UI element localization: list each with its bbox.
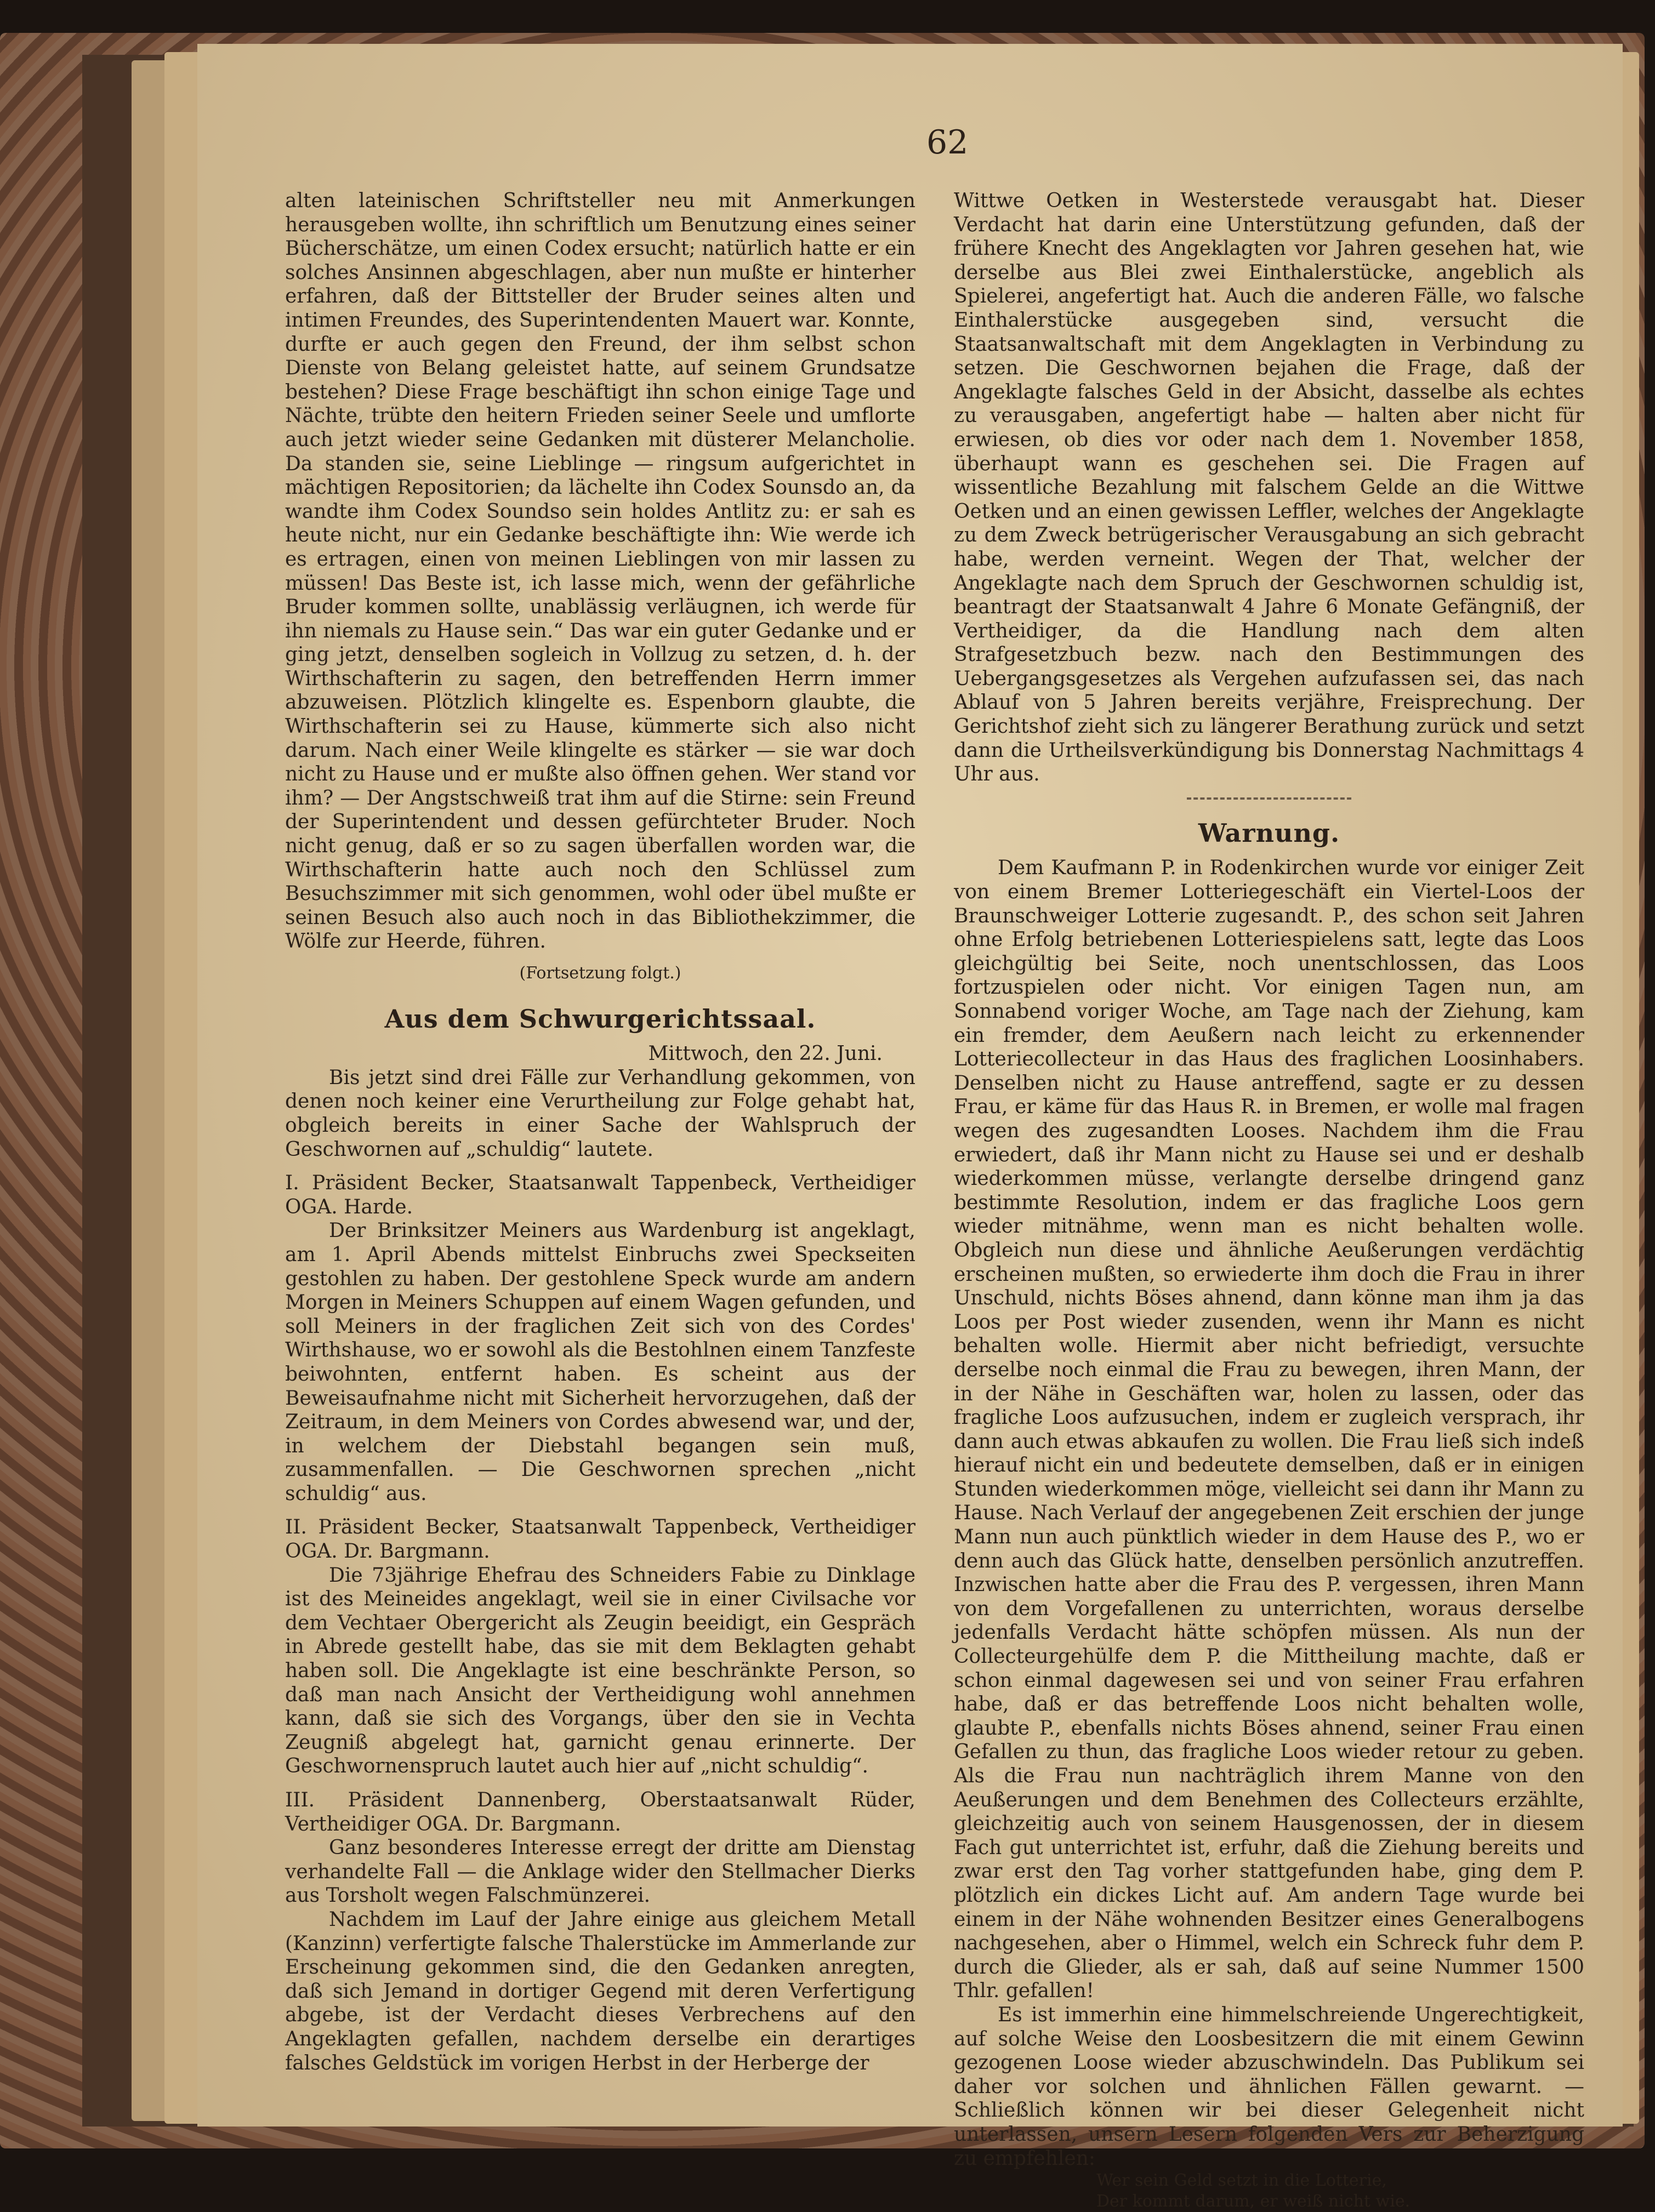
court-date: Mittwoch, den 22. Juni. bbox=[648, 1042, 883, 1065]
verse-line-2: Der kommt darum, er weiß nicht wie. bbox=[1096, 2192, 1411, 2211]
verse-line-1: Wer sein Geld setzt in die Lotterie, bbox=[1096, 2171, 1387, 2191]
case-2-header: II. Präsident Becker, Staatsanwalt Tappenbeck, Vertheidiger OGA. Dr. Bargmann. bbox=[285, 1516, 915, 1563]
continuation-note: (Fortsetzung folgt.) bbox=[519, 964, 681, 983]
case-2-text: Die 73jährige Ehefrau des Schneiders Fabie zu Dinklage ist des Meineides angeklagt, weil sie in einer Civilsache vor dem Vechtaer Obergericht als Zeugin beeidigt, ein Gespräch in Abrede gestellt habe, das sie mit dem Beklagten gehabt haben soll. Die Angeklagte ist eine beschränkte Person, so daß man nach Ansicht der Vertheidigung wohl annehmen kann, daß sie sich des Vorgangs, über den sie in Vechta Zeugniß abgelegt hat, garnicht genau erinnerte. Der Geschwornenspruch lautet auch hier auf „nicht schuldig“. bbox=[285, 1564, 915, 1778]
warning-heading: Warnung. bbox=[1198, 818, 1340, 848]
case-3-text-2: Nachdem im Lauf der Jahre einige aus gleichem Metall (Kanzinn) verfertigte falsche Thalerstücke im Ammerlande zur Erscheinung gekommen sind, die den Gedanken anregten, daß sich Jemand in dortiger Gegend mit deren Verfertigung abgebe, ist der Verdacht dieses Verbrechens auf den Angeklagten gefallen, nachdem derselbe ein derartiges falsches Geldstück im vorigen Herbst in der Herberge der bbox=[285, 1908, 915, 2074]
story-continuation: alten lateinischen Schriftsteller neu mit Anmerkungen herausgeben wollte, ihn schriftlich um Benutzung eines seiner Bücherschätze, um einen Codex ersucht; natürlich hatte er ein solches Ansinnen abgeschlagen, aber nun mußte er hinterher erfahren, daß der Bittsteller der Bruder seines alten und intimen Freundes, des Superintendenten Mauert war. Konnte, durfte er auch gegen den Freund, der ihm selbst schon Dienste von Belang geleistet hatte, auf seinem Grundsatze bestehen? Diese Frage beschäftigt ihn schon einige Tage und Nächte, trübte den heitern Frieden seiner Seele und umflorte auch jetzt wieder seine Gedanken mit düsterer Melancholie. Da standen sie, seine Lieblinge — ringsum aufgerichtet in mächtigen Repositorien; da lächelte ihn Codex Sounsdo an, da wandte ihm Codex Soundso sein holdes Antlitz zu: er sah es heute nicht, nur ein Gedanke beschäftigte ihn: Wie werde ich es ertragen, einen von meinen Lieblingen von mir lassen zu müssen! Das Beste ist, ich lasse mich, wenn der gefährliche Bruder kommen sollte, unablässig verläugnen, ich werde für ihn niemals zu Hause sein.“ Das war ein guter Gedanke und er ging jetzt, denselben sogleich in Vollzug zu setzen, d. h. der Wirthschafterin zu sagen, den betreffenden Herrn immer abzuweisen. Plötzlich klingelte es. Espenborn glaubte, die Wirthschafterin sei zu Hause, kümmerte sich also nicht darum. Nach einer Weile klingelte es stärker — sie war doch nicht zu Hause und er mußte also öffnen gehen. Wer stand vor ihm? — Der Angstschweiß trat ihm auf die Stirne: sein Freund der Superintendent und dessen gefürchteter Bruder. Noch nicht genug, daß er so zu sagen überfallen worden war, die Wirthschafterin hatte auch noch den Schlüssel zum Besuchszimmer mit sich genommen, wohl oder übel mußte er seinen Besuch also auch noch in das Bibliothekzimmer, die Wölfe zur Heerde, führen. bbox=[285, 190, 915, 953]
case-1-text: Der Brinksitzer Meiners aus Wardenburg ist angeklagt, am 1. April Abends mittelst Einbruchs zwei Speckseiten gestohlen zu haben. Der gestohlene Speck wurde am andern Morgen in Meiners Schuppen auf einem Wagen gefunden, und soll Meiners in der fraglichen Zeit sich von des Cordes' Wirthshause, wo er sowohl als die Bestohlnen einem Tanzfeste beiwohnten, entfernt haben. Es scheint aus der Beweisaufnahme nicht mit Sicherheit hervorzugehen, daß der Zeitraum, in dem Meiners von Cordes abwesend war, und der, in welchem der Diebstahl begangen sein muß, zusammenfallen. — Die Geschwornen sprechen „nicht schuldig“ aus. bbox=[285, 1219, 915, 1505]
court-heading: Aus dem Schwurgerichtssaal. bbox=[384, 1004, 816, 1034]
court-continuation: Wittwe Oetken in Westerstede verausgabt hat. Dieser Verdacht hat darin eine Unterstützung gefunden, daß der frühere Knecht des Angeklagten vor Jahren gesehen hat, wie derselbe aus Blei zwei Einthalerstücke, angeblich als Spielerei, angefertigt hat. Auch die anderen Fälle, wo falsche Einthalerstücke ausgegeben sind, versucht die Staatsanwaltschaft mit dem Angeklagten in Verbindung zu setzen. Die Geschwornen bejahen die Frage, daß der Angeklagte falsches Geld in der Absicht, dasselbe als echtes zu verausgaben, angefertigt habe — halten aber nicht für erwiesen, ob dies vor oder nach dem 1. November 1858, überhaupt wann es geschehen sei. Die Fragen auf wissentliche Bezahlung mit falschem Gelde an die Wittwe Oetken und an einen gewissen Leffler, welches der Angeklagte zu dem Zweck betrügerischer Verausgabung an sich gebracht habe, werden verneint. Wegen der That, welcher der Angeklagte nach dem Spruch der Geschwornen schuldig ist, beantragt der Staatsanwalt 4 Jahre 6 Monate Gefängniß, der Vertheidiger, da die Handlung nach dem alten Strafgesetzbuch bezw. nach den Bestimmungen des Uebergangsgesetzes als Vergehen aufzufassen sei, das nach Ablauf von 5 Jahren bereits verjähre, Freisprechung. Der Gerichtshof zieht sich zu längerer Berathung zurück und setzt dann die Urtheilsverkündigung bis Donnerstag Nachmittags 4 Uhr aus. bbox=[954, 190, 1584, 786]
case-3-text-1: Ganz besonderes Interesse erregt der dritte am Dienstag verhandelte Fall — die Anklage wider den Stellmacher Dierks aus Torsholt wegen Falschmünzerei. bbox=[285, 1837, 915, 1907]
case-3-header: III. Präsident Dannenberg, Oberstaatsanwalt Rüder, Vertheidiger OGA. Dr. Bargmann. bbox=[285, 1789, 915, 1835]
page-number: 62 bbox=[926, 123, 969, 162]
court-intro: Bis jetzt sind drei Fälle zur Verhandlung gekommen, von denen noch keiner eine Verurtheilung zur Folge gehabt hat, obgleich bereits in einer Sache der Wahlspruch der Geschwornen auf „schuldig“ lautete. bbox=[285, 1066, 915, 1161]
right-column bbox=[954, 189, 1584, 2212]
warning-text-2: Es ist immerhin eine himmelschreiende Ungerechtigkeit, auf solche Weise den Loosbesitzern die mit einem Gewinn gezogenen Loose wieder abzuschwindeln. Das Publikum sei daher vor solchen und ähnlichen Fällen gewarnt. — Schließlich können wir bei dieser Gelegenheit nicht unterlassen, unsern Lesern folgenden Vers zur Beherzigung zu empfehlen: bbox=[954, 2003, 1584, 2170]
left-column bbox=[285, 189, 915, 2075]
warning-text-1: Dem Kaufmann P. in Rodenkirchen wurde vor einiger Zeit von einem Bremer Lotteriegeschäft ein Viertel-Loos der Braunschweiger Lotterie zugesandt. P., des schon seit Jahren ohne Erfolg betriebenen Lotteriespielens satt, legte das Loos gleichgültig bei Seite, noch unentschlossen, das Loos fortzuspielen oder nicht. Vor einigen Tagen nun, am Sonnabend voriger Woche, am Tage nach der Ziehung, kam ein fremder, dem Aeußern nach leicht zu erkennender Lotteriecollecteur in das Haus des fraglichen Loosinhabers. Denselben nicht zu Hause antreffend, sagte er zu dessen Frau, er käme für das Haus R. in Bremen, er wolle mal fragen wegen des zugesandten Looses. Nachdem ihm die Frau erwiedert, daß ihr Mann nicht zu Hause sei und er deshalb wiederkommen müsse, verlangte derselbe dringend ganz bestimmte Resolution, indem er das fragliche Loos gern wieder mitnähme, wenn man es nicht behalten wolle. Obgleich nun diese und ähnliche Aeußerungen verdächtig erscheinen mußten, so erwiederte ihm doch die Frau in ihrer Unschuld, nichts Böses ahnend, dann könne man ihm ja das Loos per Post wieder zusenden, wenn ihr Mann es nicht behalten wolle. Hiermit aber nicht befriedigt, versuchte derselbe noch einmal die Frau zu bewegen, ihren Mann, der in der Nähe in Geschäften war, holen zu lassen, oder das fragliche Loos aufzusuchen, indem er zugleich versprach, ihr dann auch etwas abkaufen zu wollen. Die Frau ließ sich indeß hierauf nicht ein und bedeutete demselben, daß er in einigen Stunden wiederkommen möge, vielleicht sei dann ihr Mann zu Hause. Nach Verlauf der angegebenen Zeit erschien der junge Mann nun auch pünktlich wieder in dem Hause des P., wo er denn auch das Glück hatte, denselben persönlich anzutreffen. Inzwischen hatte aber die Frau des P. vergessen, ihren Mann von dem Vorgefallenen zu unterrichten, woraus derselbe jedenfalls Verdacht hätte schöpfen müssen. Als nun der Collecteurgehülfe dem P. die Mittheilung machte, daß er schon einmal dagewesen sei und von seiner Frau erfahren habe, daß er das betreffende Loos nicht behalten wolle, glaubte P., ebenfalls nichts Böses ahnend, seiner Frau einen Gefallen zu thun, das fragliche Loos wieder retour zu geben. Als die Frau nun nachträglich ihrem Manne von den Aeußerungen und dem Benehmen des Collecteurs erzählte, gleichzeitig auch von seinem Hausgenossen, der in diesem Fach gut unterrichtet ist, erfuhr, daß die Ziehung bereits und zwar erst den Tag vorher stattgefunden habe, ging dem P. plötzlich ein dickes Licht auf. Am andern Tage wurde bei einem in der Nähe wohnenden Besitzer eines Generalbogens nachgesehen, aber o Himmel, welch ein Schreck fuhr dem P. durch die Glieder, als er sah, daß auf seine Nummer 1500 Thlr. gefallen! bbox=[954, 857, 1584, 2003]
case-1-header: I. Präsident Becker, Staatsanwalt Tappenbeck, Vertheidiger OGA. Harde. bbox=[285, 1172, 915, 1218]
section-divider bbox=[1187, 797, 1351, 800]
